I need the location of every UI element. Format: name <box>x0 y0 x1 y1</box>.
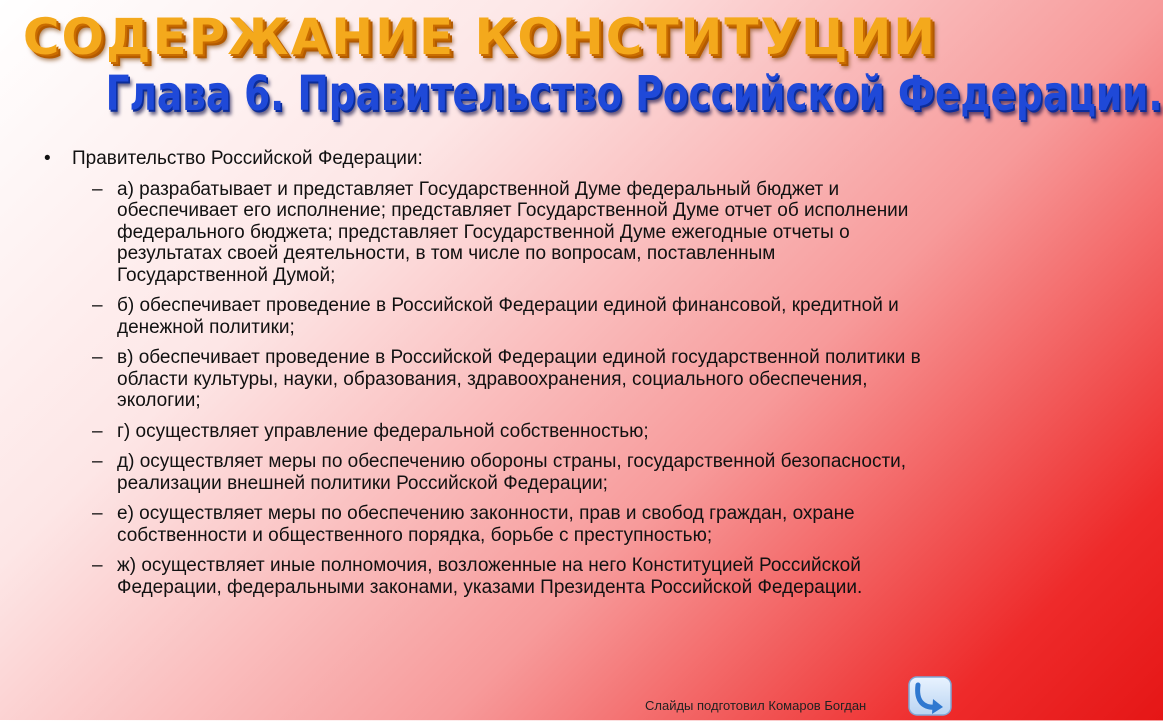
list-item <box>44 347 924 412</box>
list-item-text: г) осуществляет управление федеральной собственностью; <box>117 420 649 442</box>
intro-bullet <box>44 148 924 170</box>
list-item-text: в) обеспечивает проведение в Российской Федерации единой государственной политики в области культуры, науки, образования, здравоохранения, социального обеспечения, экологии; <box>117 347 921 411</box>
list-item-text: ж) осуществляет иные полномочия, возложенные на него Конституцией Российской Федерации, федеральными законами, указами Президента Российской Федерации. <box>117 555 863 598</box>
slide-title: СОДЕРЖАНИЕ КОНСТИТУЦИИ <box>22 8 938 66</box>
slide-content <box>44 148 924 607</box>
return-arrow-icon <box>908 676 952 716</box>
dash-icon: – <box>92 555 103 576</box>
dash-icon: – <box>92 347 103 368</box>
return-button[interactable] <box>908 676 952 716</box>
dash-icon: – <box>92 451 103 472</box>
author-credit: Слайды подготовил Комаров Богдан <box>645 698 867 713</box>
list-item-text: д) осуществляет меры по обеспечению обороны страны, государственной безопасности, реализации внешней политики Российской Федерации; <box>117 451 907 494</box>
list-item-text: б) обеспечивает проведение в Российской Федерации единой финансовой, кредитной и денежной политики; <box>117 295 899 338</box>
list-item-text: е) осуществляет меры по обеспечению законности, прав и свобод граждан, охране собственности и общественного порядка, борьбе с преступностью; <box>117 503 855 546</box>
list-item <box>44 421 924 443</box>
dash-icon: – <box>92 295 103 316</box>
list-item <box>44 555 924 598</box>
list-item-text: а) разрабатывает и представляет Государственной Думе федеральный бюджет и обеспечивает его исполнение; представляет Государственной Думе отчет об исполнении федерального бюджета; представляет Государственной Думе ежегодные отчеты о результатах своей деятельности, в том числе по вопросам, поставленным Государственной Думой; <box>117 178 909 286</box>
dash-icon: – <box>92 503 103 524</box>
list-item <box>44 451 924 494</box>
slide-subtitle: Глава 6. Правительство Российской Федерации. <box>105 66 1163 122</box>
dash-icon: – <box>92 178 103 200</box>
bullet-icon: • <box>44 148 51 169</box>
list-item <box>44 503 924 546</box>
list-item <box>44 179 924 287</box>
list-item <box>44 295 924 338</box>
intro-text: Правительство Российской Федерации: <box>72 148 423 169</box>
dash-icon: – <box>92 420 103 442</box>
